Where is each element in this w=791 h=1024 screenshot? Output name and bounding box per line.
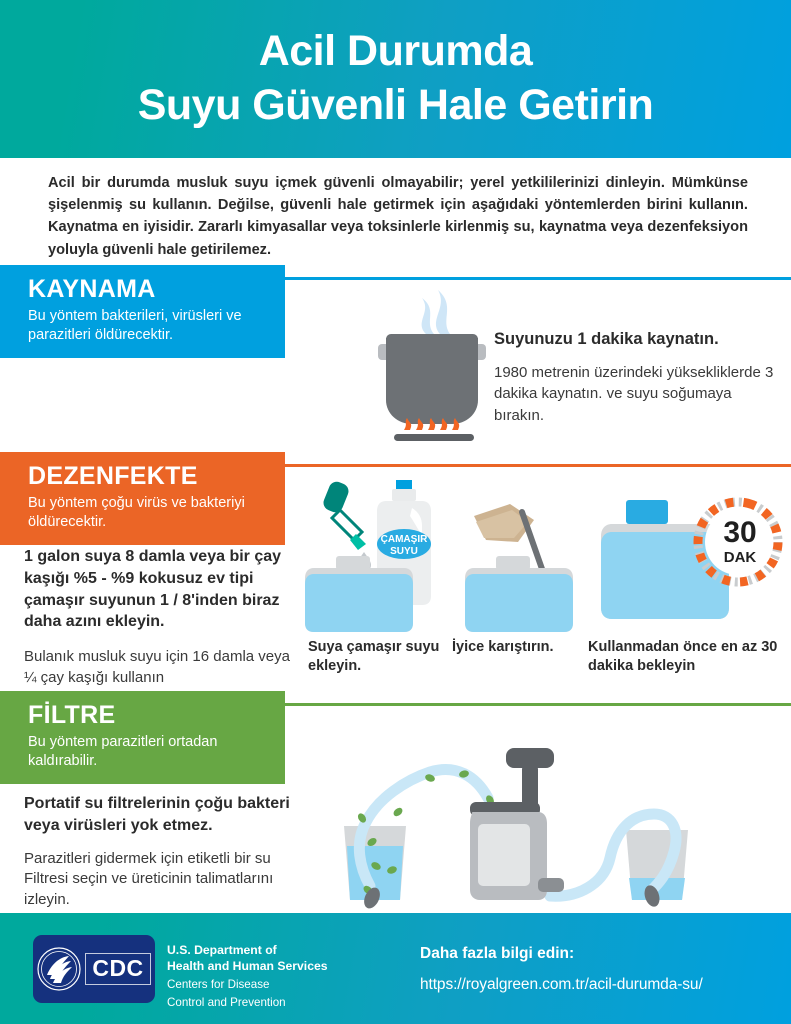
disinfect-panels bbox=[300, 478, 791, 688]
section-subtitle-filter: Bu yöntem parazitleri ortadan kaldırabilir. bbox=[28, 733, 218, 769]
page-title-line2: Suyu Güvenli Hale Getirin bbox=[137, 81, 654, 129]
timer-unit: DAK bbox=[723, 549, 757, 566]
steam-icon bbox=[422, 290, 450, 334]
agency-line3: Centers for Disease bbox=[167, 977, 270, 991]
page-title bbox=[138, 25, 654, 133]
add-bleach-illustration bbox=[300, 478, 460, 633]
hhs-seal-icon bbox=[37, 945, 81, 993]
boiling-headline: Suyunuzu 1 dakika kaynatın. bbox=[494, 330, 719, 348]
boiling-body: 1980 metrenin üzerindeki yüksekliklerde 3 dakika kaynatın. ve suyu soğumaya bırakın. bbox=[494, 364, 774, 424]
page-footer bbox=[0, 913, 791, 1024]
wait-30-minutes-illustration bbox=[592, 496, 791, 636]
filter-body-bold: Portatif su filtrelerinin çoğu bakteri veya virüsleri yok etmez. bbox=[24, 795, 290, 834]
water-filter-illustration bbox=[310, 718, 730, 913]
cdc-wordmark: CDC bbox=[85, 953, 150, 985]
agency-line2: Health and Human Services bbox=[167, 959, 328, 974]
cdc-logo bbox=[33, 935, 155, 1003]
bleach-label-line1: ÇAMAŞIR bbox=[380, 534, 428, 545]
stir-illustration bbox=[448, 478, 598, 633]
section-subtitle-disinfect: Bu yöntem çoğu virüs ve bakteriyi öldürecektir. bbox=[28, 494, 245, 530]
burner-icon bbox=[394, 434, 474, 441]
section-rule-disinfect bbox=[285, 464, 791, 467]
filter-body-icon bbox=[470, 802, 564, 900]
section-header-disinfect bbox=[0, 452, 285, 545]
filter-instructions bbox=[24, 793, 296, 911]
section-subtitle-boiling: Bu yöntem bakterileri, virüsleri ve parazitleri öldürecektir. bbox=[28, 307, 242, 343]
agency-line4: Control and Prevention bbox=[167, 995, 286, 1009]
page-header bbox=[0, 0, 791, 158]
agency-name bbox=[167, 942, 328, 1010]
section-header-boiling bbox=[0, 265, 285, 358]
more-info bbox=[420, 945, 703, 994]
more-info-label: Daha fazla bilgi edin: bbox=[420, 945, 575, 962]
disinfect-body-regular: Bulanık musluk suyu için 16 damla veya ¼ çay kaşığı kullanın bbox=[24, 648, 290, 686]
disinfect-caption-1: Suya çamaşır suyu ekleyin. bbox=[308, 639, 440, 674]
filter-body-regular: Parazitleri gidermek için etiketli bir su Filtresi seçin ve üreticinin talimatlarını izleyin. bbox=[24, 849, 274, 908]
disinfect-caption-3: Kullanmadan önce en az 30 dakika bekleyin bbox=[588, 639, 778, 674]
timer-value: 30 bbox=[723, 516, 757, 549]
section-header-filter bbox=[0, 691, 285, 784]
intro-paragraph: Acil bir durumda musluk suyu içmek güvenli olmayabilir; yerel yetkililerinizi dinleyin. Mümkünse şişelenmiş su kullanın. Değilse, güvenli hale getirmek için aşağıdaki yöntemlerden birini kullanın. Kaynatma en iyisidir. Zararlı kimyasallar veya toksinlerle kirlenmiş su, kaynatma veya dezenfeksiyon yoluyla güvenli hale getirilemez. bbox=[48, 175, 748, 258]
boiling-instructions bbox=[494, 330, 774, 426]
more-info-url[interactable]: https://royalgreen.com.tr/acil-durumda-su/ bbox=[420, 976, 703, 993]
water-container-icon bbox=[465, 556, 573, 632]
water-container-icon bbox=[601, 500, 729, 619]
section-title-disinfect: DEZENFEKTE bbox=[28, 462, 198, 490]
agency-line1: U.S. Department of bbox=[167, 943, 277, 957]
disinfect-caption-2: İyice karıştırın. bbox=[452, 639, 554, 655]
disinfect-instructions bbox=[24, 546, 292, 688]
boiling-pot-illustration bbox=[352, 282, 512, 452]
page-title-line1: Acil Durumda bbox=[258, 27, 533, 76]
bleach-label-line2: SUYU bbox=[390, 546, 418, 557]
section-title-filter: FİLTRE bbox=[28, 701, 116, 729]
section-title-boiling: KAYNAMA bbox=[28, 275, 156, 303]
pot-icon bbox=[378, 334, 486, 424]
dropper-icon bbox=[321, 479, 366, 550]
section-rule-boiling bbox=[285, 277, 791, 280]
section-rule-filter bbox=[285, 703, 791, 706]
disinfect-body-bold: 1 galon suya 8 damla veya bir çay kaşığı %5 - %9 kokusuz ev tipi çamaşır suyunun 1 / 8'inden biraz daha azını ekleyin. bbox=[24, 548, 282, 631]
